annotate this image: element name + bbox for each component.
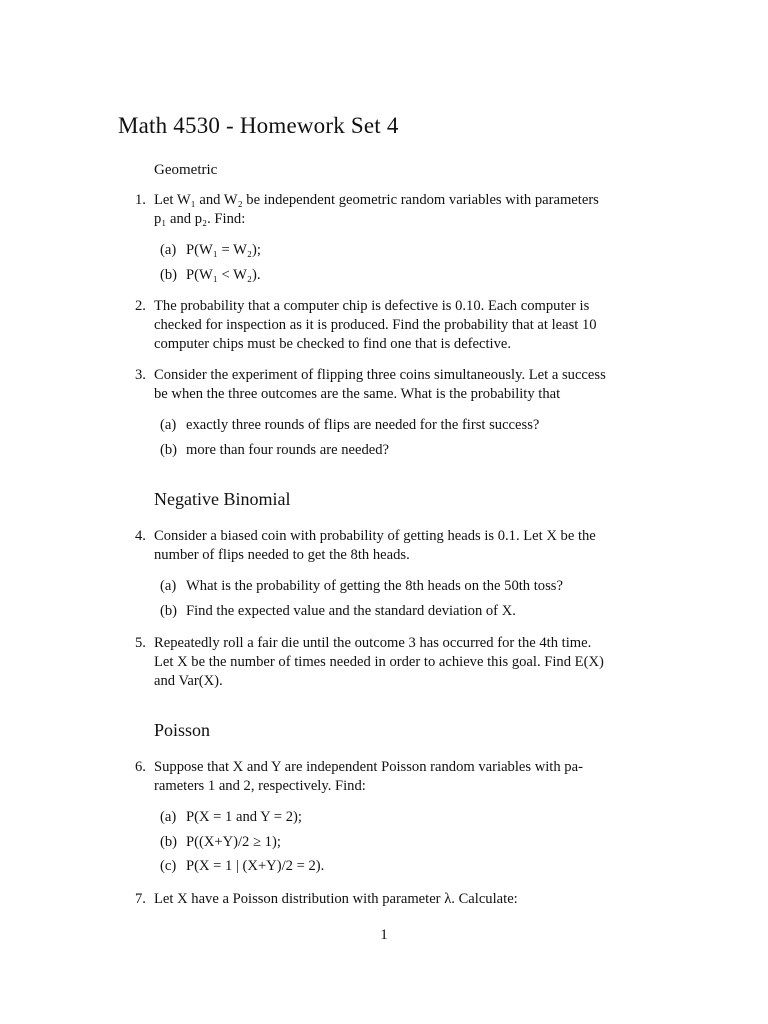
- section-heading-geometric: Geometric: [154, 162, 218, 178]
- problem-text-line: Let X be the number of times needed in order to achieve this goal. Find E(X): [154, 654, 604, 670]
- problem-number: 3.: [135, 367, 146, 383]
- section-heading-negative-binomial: Negative Binomial: [154, 489, 291, 509]
- problem-text-line: p₁ and p₂. Find:: [154, 211, 246, 227]
- problem-text-line: computer chips must be checked to find one that is defective.: [154, 336, 512, 352]
- problem-text-line: Consider a biased coin with probability of getting heads is 0.1. Let X be the: [154, 528, 596, 544]
- problem-text-line: number of flips needed to get the 8th heads.: [154, 547, 410, 563]
- problem-number: 6.: [135, 759, 146, 775]
- problem-number: 5.: [135, 635, 146, 651]
- part-label: (b): [160, 834, 178, 850]
- part-text: P(W₁ < W₂).: [186, 267, 261, 283]
- part-text: more than four rounds are needed?: [186, 442, 390, 458]
- part-label: (b): [160, 603, 178, 619]
- part-label: (b): [160, 267, 178, 283]
- part-label: (a): [160, 578, 177, 594]
- problem-text-line: Consider the experiment of flipping three coins simultaneously. Let a success: [154, 367, 606, 383]
- part-label: (b): [160, 442, 178, 458]
- part-text: P((X+Y)/2 ≥ 1);: [186, 834, 281, 850]
- page-number: 1: [380, 927, 388, 943]
- part-text: P(W₁ = W₂);: [186, 242, 261, 258]
- problem-text-line: Let X have a Poisson distribution with parameter λ. Calculate:: [154, 891, 518, 907]
- problem-number: 1.: [135, 192, 146, 208]
- part-text: Find the expected value and the standard deviation of X.: [186, 603, 516, 619]
- problem-text-line: rameters 1 and 2, respectively. Find:: [154, 778, 366, 794]
- part-label: (a): [160, 417, 177, 433]
- part-text: What is the probability of getting the 8th heads on the 50th toss?: [186, 578, 563, 594]
- section-heading-poisson: Poisson: [154, 720, 211, 740]
- problem-text-line: Repeatedly roll a fair die until the outcome 3 has occurred for the 4th time.: [154, 635, 592, 651]
- problem-number: 7.: [135, 891, 146, 907]
- part-label: (a): [160, 809, 177, 825]
- page-title: Math 4530 - Homework Set 4: [118, 113, 399, 138]
- problem-number: 2.: [135, 298, 146, 314]
- problem-number: 4.: [135, 528, 146, 544]
- problem-text-line: The probability that a computer chip is defective is 0.10. Each computer is: [154, 298, 590, 314]
- part-label: (c): [160, 858, 177, 874]
- part-label: (a): [160, 242, 177, 258]
- part-text: exactly three rounds of flips are needed for the first success?: [186, 417, 540, 433]
- problem-text-line: Suppose that X and Y are independent Poisson random variables with pa-: [154, 759, 583, 775]
- problem-text-line: be when the three outcomes are the same. What is the probability that: [154, 386, 561, 402]
- problem-text-line: Let W₁ and W₂ be independent geometric random variables with parameters: [154, 192, 599, 208]
- problem-text-line: checked for inspection as it is produced. Find the probability that at least 10: [154, 317, 597, 333]
- part-text: P(X = 1 and Y = 2);: [186, 809, 302, 825]
- problem-text-line: and Var(X).: [154, 673, 223, 689]
- part-text: P(X = 1 | (X+Y)/2 = 2).: [186, 858, 325, 874]
